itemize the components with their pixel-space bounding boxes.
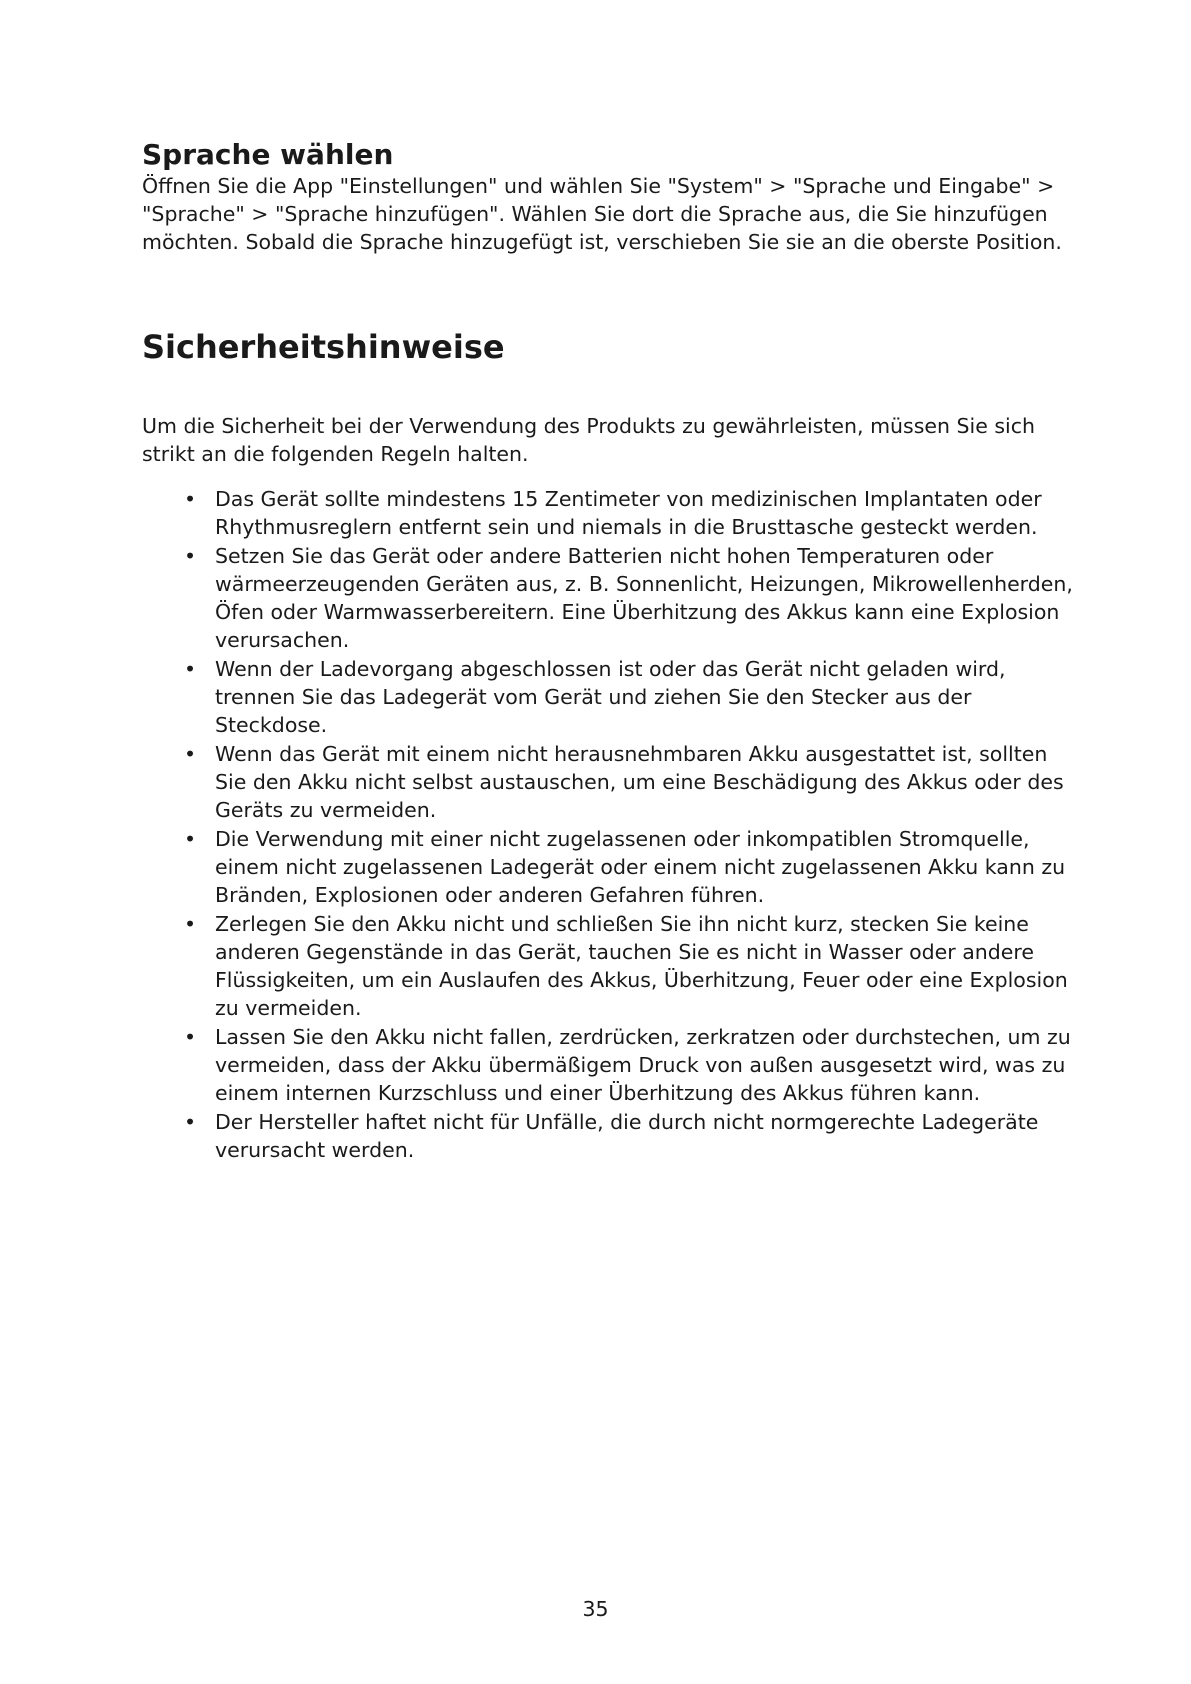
list-item <box>142 485 1082 541</box>
bullet-icon: • <box>184 742 197 766</box>
intro-line: Um die Sicherheit bei der Verwendung des Produkts zu gewährleisten, müssen Sie sich <box>142 414 1035 438</box>
bullet-line: Setzen Sie das Gerät oder andere Batterien nicht hohen Temperaturen oder <box>215 544 994 568</box>
bullet-line: verursachen. <box>215 628 350 652</box>
bullet-icon: • <box>184 912 197 936</box>
intro-line: strikt an die folgenden Regeln halten. <box>142 442 529 466</box>
list-item <box>142 655 1082 739</box>
list-item <box>142 740 1082 824</box>
page-number: 35 <box>582 1597 609 1621</box>
bullet-icon: • <box>184 827 197 851</box>
bullet-line: Geräts zu vermeiden. <box>215 798 437 822</box>
section-title-language: Sprache wählen <box>142 138 394 171</box>
list-item <box>142 1023 1082 1107</box>
list-item <box>142 825 1082 909</box>
bullet-line: einem internen Kurzschluss und einer Überhitzung des Akkus führen kann. <box>215 1081 981 1105</box>
bullet-line: Steckdose. <box>215 713 328 737</box>
bullet-line: Die Verwendung mit einer nicht zugelassenen oder inkompatiblen Stromquelle, <box>215 827 1030 851</box>
bullet-line: Sie den Akku nicht selbst austauschen, um eine Beschädigung des Akkus oder des <box>215 770 1064 794</box>
bullet-line: Lassen Sie den Akku nicht fallen, zerdrücken, zerkratzen oder durchstechen, um zu <box>215 1025 1071 1049</box>
bullet-icon: • <box>184 1110 197 1134</box>
bullet-line: vermeiden, dass der Akku übermäßigem Druck von außen ausgesetzt wird, was zu <box>215 1053 1066 1077</box>
list-item <box>142 542 1082 654</box>
bullet-line: Bränden, Explosionen oder anderen Gefahren führen. <box>215 883 765 907</box>
list-item <box>142 1108 1082 1164</box>
bullet-line: Rhythmusreglern entfernt sein und niemals in die Brusttasche gesteckt werden. <box>215 515 1038 539</box>
paragraph-line: Öffnen Sie die App "Einstellungen" und wählen Sie "System" > "Sprache und Eingabe" > <box>142 174 1055 198</box>
bullet-line: Flüssigkeiten, um ein Auslaufen des Akkus, Überhitzung, Feuer oder eine Explosion <box>215 968 1068 992</box>
bullet-line: einem nicht zugelassenen Ladegerät oder einem nicht zugelassenen Akku kann zu <box>215 855 1066 879</box>
bullet-icon: • <box>184 544 197 568</box>
language-paragraph <box>142 172 1062 256</box>
bullet-line: Wenn der Ladevorgang abgeschlossen ist oder das Gerät nicht geladen wird, <box>215 657 1006 681</box>
section-language <box>142 138 1062 256</box>
paragraph-line: "Sprache" > "Sprache hinzufügen". Wählen Sie dort die Sprache aus, die Sie hinzufügen <box>142 202 1048 226</box>
bullet-line: Öfen oder Warmwasserbereitern. Eine Überhitzung des Akkus kann eine Explosion <box>215 600 1060 624</box>
bullet-icon: • <box>184 487 197 511</box>
bullet-line: anderen Gegenstände in das Gerät, tauchen Sie es nicht in Wasser oder andere <box>215 940 1034 964</box>
list-item <box>142 910 1082 1022</box>
bullet-line: trennen Sie das Ladegerät vom Gerät und ziehen Sie den Stecker aus der <box>215 685 972 709</box>
bullet-icon: • <box>184 1025 197 1049</box>
bullet-line: Das Gerät sollte mindestens 15 Zentimeter von medizinischen Implantaten oder <box>215 487 1042 511</box>
bullet-line: wärmeerzeugenden Geräten aus, z. B. Sonnenlicht, Heizungen, Mikrowellenherden, <box>215 572 1073 596</box>
section-title-safety: Sicherheitshinweise <box>142 328 505 366</box>
bullet-line: Wenn das Gerät mit einem nicht herausnehmbaren Akku ausgestattet ist, sollten <box>215 742 1048 766</box>
paragraph-line: möchten. Sobald die Sprache hinzugefügt ist, verschieben Sie sie an die oberste Position. <box>142 230 1062 254</box>
bullet-line: verursacht werden. <box>215 1138 415 1162</box>
bullet-line: Der Hersteller haftet nicht für Unfälle, die durch nicht normgerechte Ladegeräte <box>215 1110 1039 1134</box>
safety-bullet-list <box>142 485 1082 1165</box>
bullet-icon: • <box>184 657 197 681</box>
safety-intro <box>142 412 1062 468</box>
bullet-line: zu vermeiden. <box>215 996 362 1020</box>
bullet-line: Zerlegen Sie den Akku nicht und schließen Sie ihn nicht kurz, stecken Sie keine <box>215 912 1029 936</box>
